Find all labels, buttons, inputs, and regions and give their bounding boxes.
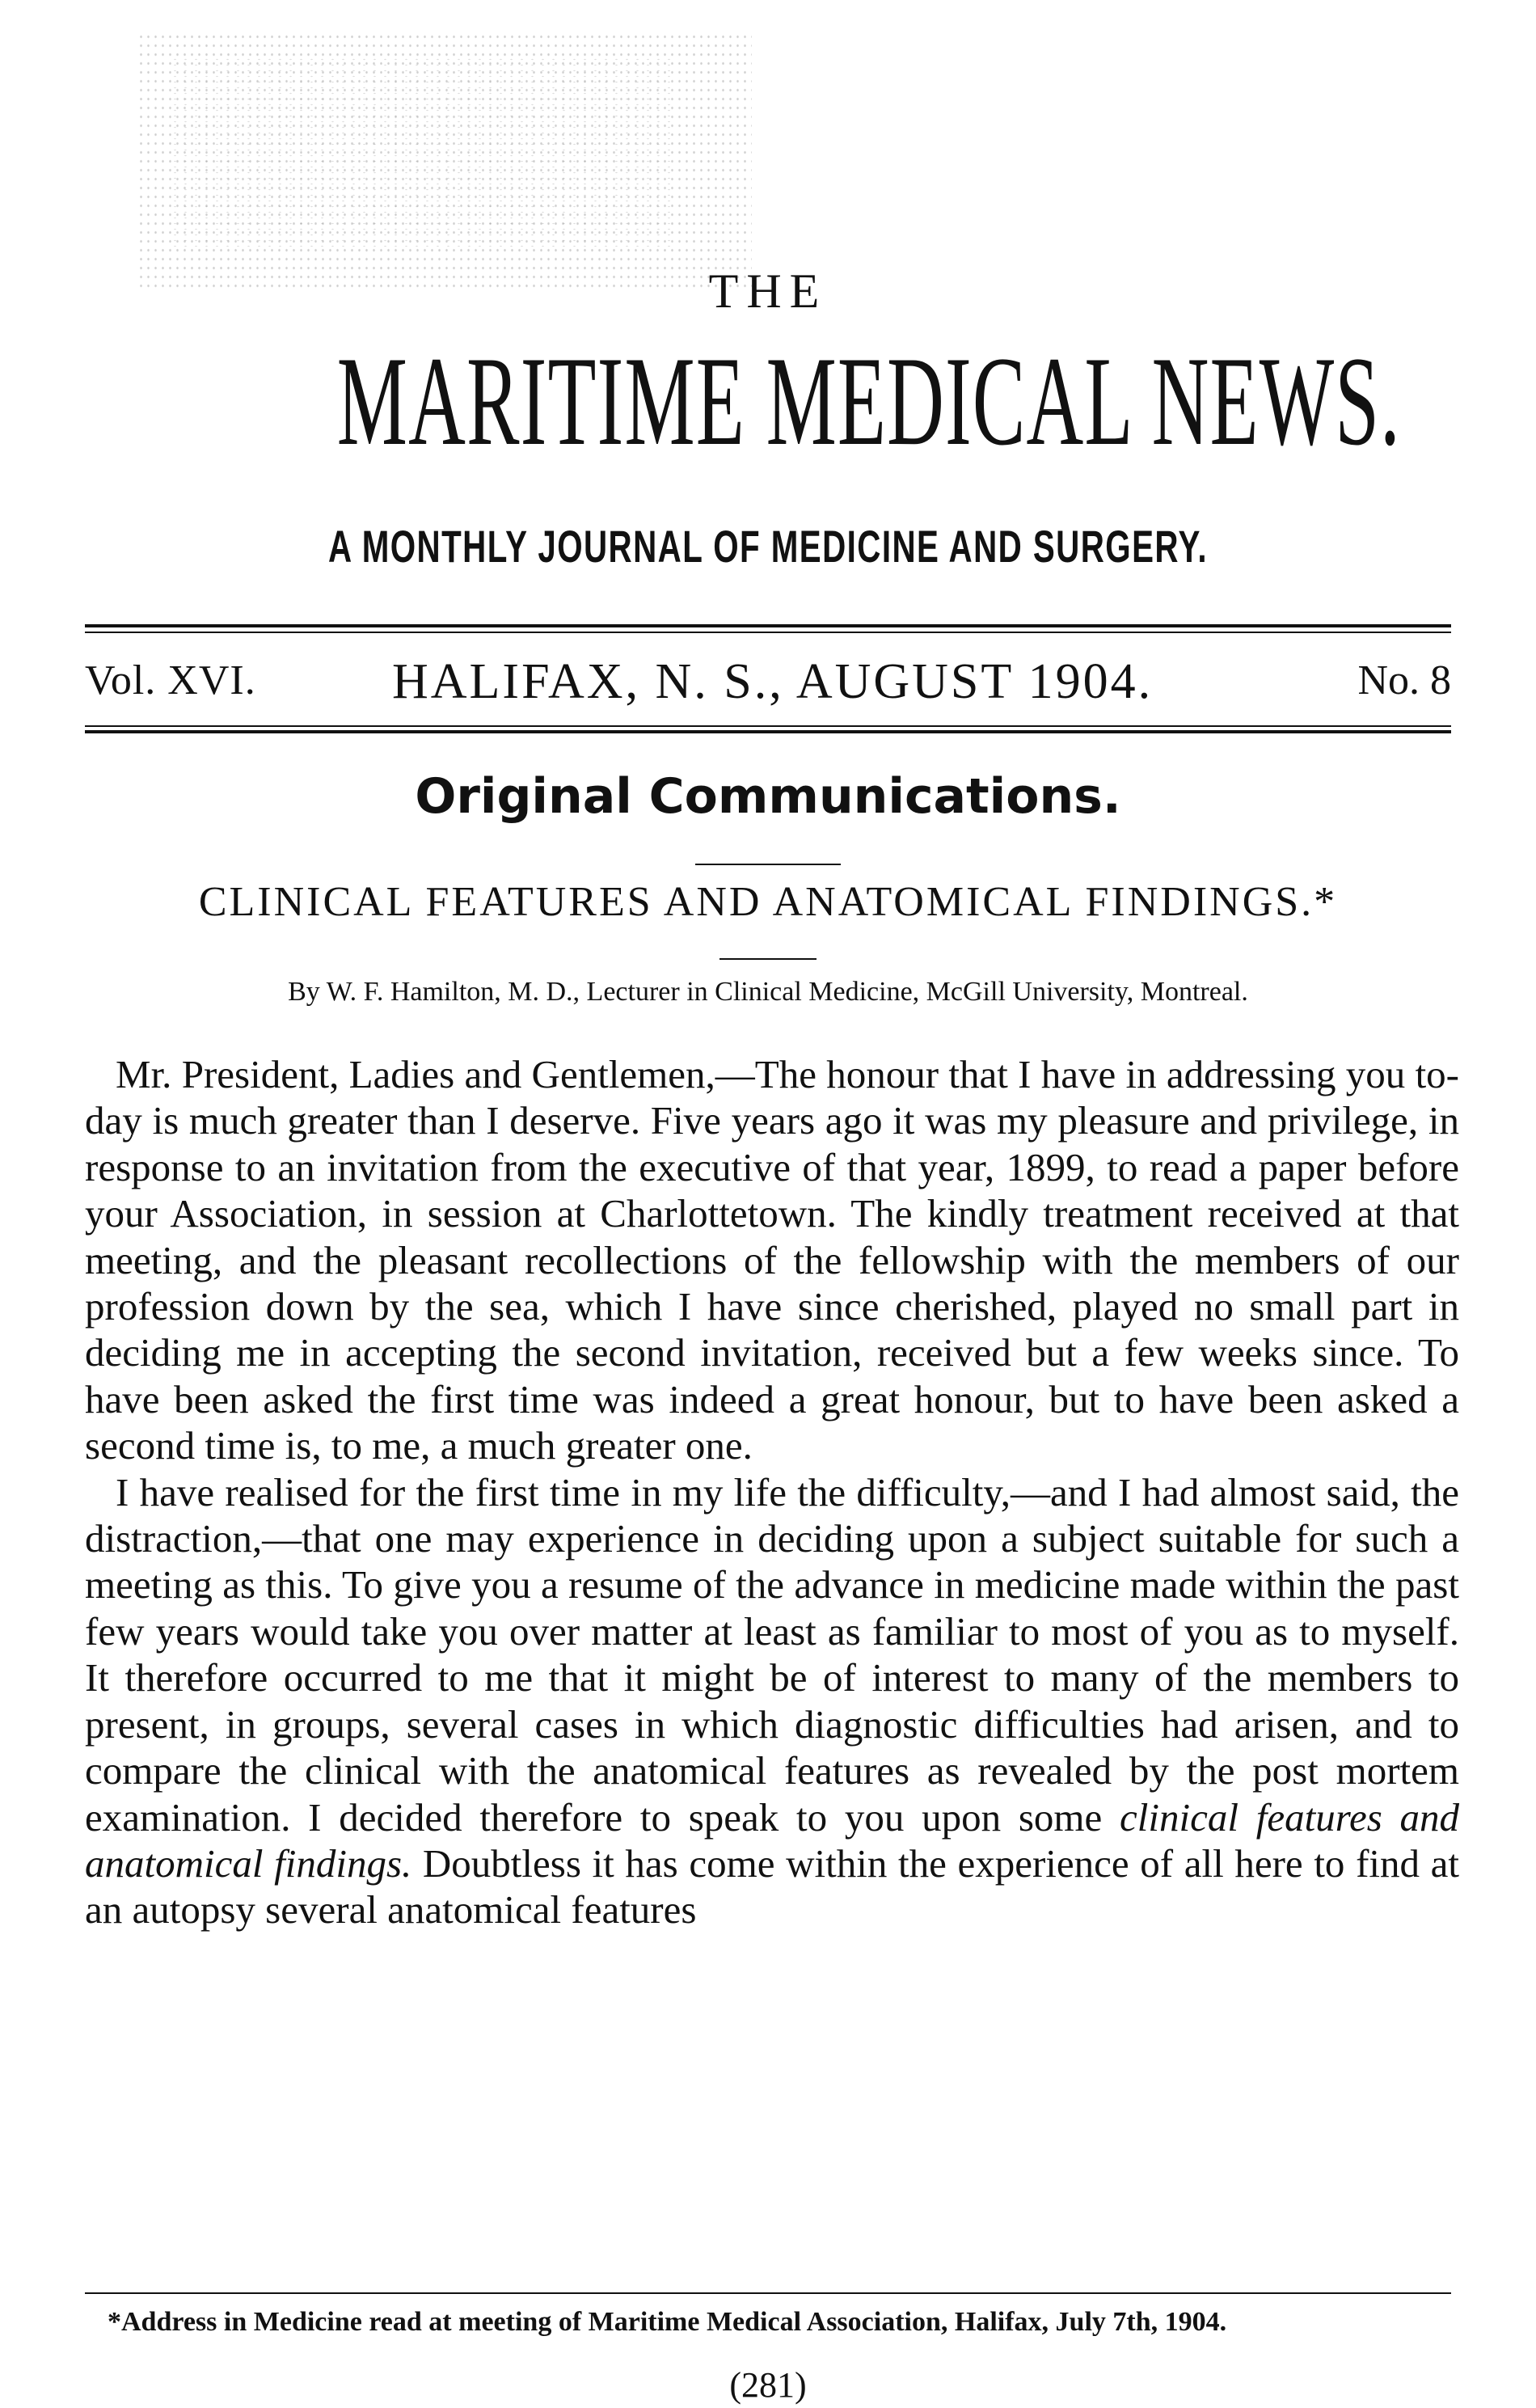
masthead-bottom-rule <box>85 730 1451 733</box>
article-body <box>85 1051 1459 1933</box>
body-paragraph: Mr. President, Ladies and Gentlemen,—The honour that I have in addressing you to-day is much greater than I deserve. Five years ago it was my pleasure and privilege, in response to an invitation from the executive of that year, 1899, to read a paper before your Association, in session at Charlottetown. The kindly treatment received at that meeting, and the pleasant recollections of the fellowship with the members of our profession down by the sea, which I have since cherished, played no small part in deciding me in accepting the second invitation, received but a few weeks since. To have been asked the first time was indeed a great honour, but to have been asked a second time is, to me, a much greater one. <box>85 1052 1459 1468</box>
masthead-the: THE <box>708 264 828 318</box>
body-text-run: I have realised for the first time in my life the difficulty,—and I had almost said, the distraction,—that one may experience in deciding upon a subject suitable for such a meeting as this. To give you a resume of the advance in medicine made within the past few years would take you over matter at least as familiar to most of you as to myself. It therefore occurred to me that it might be of interest to many of the members to present, in groups, several cases in which diagnostic difficulties had arisen, and to compare the clinical with the anatomical features as revealed by the post mortem examination. I decided therefore to speak to you upon some <box>85 1469 1459 1840</box>
print-speckle-decoration <box>170 57 671 251</box>
section-heading: Original Communications. <box>415 768 1121 825</box>
place-date: HALIFAX, N. S., AUGUST 1904. <box>392 654 1154 709</box>
article-title: CLINICAL FEATURES AND ANATOMICAL FINDINGS.* <box>198 879 1338 925</box>
body-text-run: Doubtless it has come within the experience of all here to find at an autopsy several anatomical features <box>85 1840 1460 1933</box>
page-number: (281) <box>729 2365 807 2405</box>
volume-label: Vol. XVI. <box>85 657 256 703</box>
journal-subtitle: A MONTHLY JOURNAL OF MEDICINE AND SURGERY. <box>327 521 1208 572</box>
title-divider <box>719 958 817 960</box>
body-paragraph <box>85 1469 1459 1933</box>
issue-number: No. 8 <box>1357 657 1451 703</box>
article-byline: By W. F. Hamilton, M. D., Lecturer in Clinical Medicine, McGill University, Montreal. <box>288 977 1248 1007</box>
section-divider <box>695 864 841 865</box>
journal-title: MARITIME MEDICAL NEWS. <box>336 331 1401 472</box>
footnote: *Address in Medicine read at meeting of Maritime Medical Association, Halifax, July 7th, 1904. <box>108 2307 1227 2337</box>
footnote-rule <box>85 2292 1451 2294</box>
masthead-top-rule <box>85 624 1451 627</box>
masthead-bottom-rule-thin <box>85 725 1451 727</box>
italic-phrase: clinical features and anatomical findings. <box>85 1794 1459 1886</box>
issue-line <box>85 653 1451 710</box>
masthead-top-rule-thin <box>85 632 1451 633</box>
